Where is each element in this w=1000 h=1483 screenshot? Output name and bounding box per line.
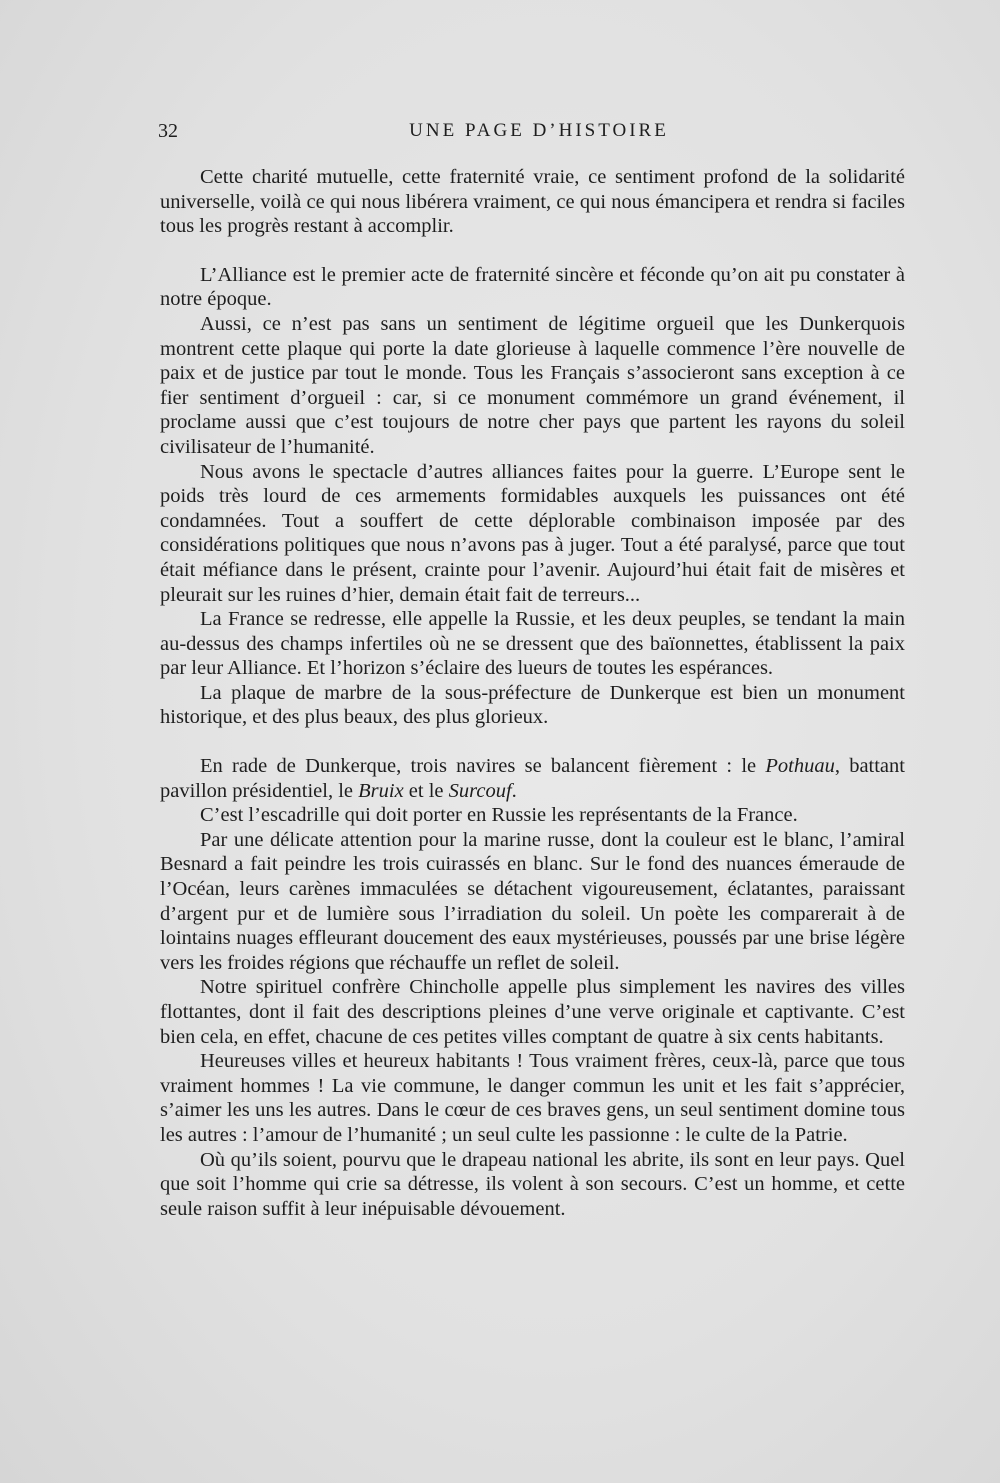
paragraph: La plaque de marbre de la sous-préfecture de Dunkerque est bien un monument historique, et des plus beaux, des plus glorieux. (160, 681, 905, 729)
body-text (160, 165, 905, 1221)
ships-text-mid2: et le (403, 779, 449, 802)
paragraph: L’Alliance est le premier acte de fraternité sincère et féconde qu’on ait pu constater à notre époque. (160, 263, 905, 311)
paragraph: Où qu’ils soient, pourvu que le drapeau national les abrite, ils sont en leur pays. Quel que soit l’homme qui crie sa détresse, ils volent à son secours. C’est un homme, et cette seule raison suffit à leur inépuisable dévouement. (160, 1148, 905, 1220)
ship-name-pothuau: Pothuau (765, 755, 835, 778)
ships-text-pre: En rade de Dunkerque, trois navires se balancent fièrement : le (200, 755, 766, 778)
paragraph: Par une délicate attention pour la marine russe, dont la couleur est le blanc, l’amiral Besnard a fait peindre les trois cuirassés en blanc. Sur le fond des nuances émeraude de l’Océan, leurs carènes immaculées se détachent vigoureusement, éclatantes, paraissant d’argent pur et de lumière sous l’irradiation du soleil. Un poète les comparerait à de lointains nuages effleurant doucement des eaux mystérieuses, poussés par une brise légère vers les froides régions que réchauffe un reflet de soleil. (160, 828, 905, 974)
running-title: UNE PAGE D’HISTOIRE (409, 120, 669, 141)
paragraph: C’est l’escadrille qui doit porter en Russie les représentants de la France. (200, 804, 798, 827)
paragraph: La France se redresse, elle appelle la Russie, et les deux peuples, se tendant la main au-dessus des champs infertiles où ne se dressent que des baïonnettes, établissent la paix par leur Alliance. Et l’horizon s’éclaire des lueurs de toutes les espérances. (160, 608, 905, 680)
paragraph: Heureuses villes et heureux habitants ! Tous vraiment frères, ceux-là, parce que tous vraiment hommes ! La vie commune, le danger commun les unit et les fait s’apprécier, s’aimer les uns les autres. Dans le cœur de ces braves gens, un seul sentiment domine tous les autres : l’amour de l’humanité ; un seul culte les passionne : le culte de la Patrie. (160, 1050, 905, 1146)
ships-text-mid1: , battant pavillon présidentiel, le (160, 755, 905, 802)
paragraph-ships (160, 754, 905, 803)
page-header (158, 120, 900, 150)
page-number: 32 (158, 120, 178, 142)
ships-text-post: . (511, 779, 517, 802)
paragraph: Nous avons le spectacle d’autres alliances faites pour la guerre. L’Europe sent le poids très lourd de ces armements formidables auxquels les puissances ont été condamnées. Tout a souffert de cette déplorable combinaison imposée par des considérations politiques que nous n’avons pas à juger. Tout a été paralysé, parce que tout était méfiance dans le présent, crainte pour l’avenir. Aujourd’hui était fait de misères et pleurait sur les ruines d’hier, demain était fait de terreurs... (160, 460, 905, 606)
ship-name-surcouf: Surcouf (448, 779, 512, 802)
paragraph: Aussi, ce n’est pas sans un sentiment de légitime orgueil que les Dunkerquois montrent cette plaque qui porte la date glorieuse à laquelle commence l’ère nouvelle de paix et de justice par tout le monde. Tous les Français s’associeront sans exception à ce fier sentiment d’orgueil : car, si ce monument commémore un grand événement, il proclame aussi que c’est toujours de notre cher pays que partent les rayons du soleil civilisateur de l’humanité. (160, 312, 905, 458)
paragraph: Notre spirituel confrère Chincholle appelle plus simplement les navires des villes flottantes, dont il fait des descriptions pleines d’une verve originale et captivante. C’est bien cela, en effet, chacune de ces petites villes comptant de quatre à six cents habitants. (160, 976, 905, 1048)
ship-name-bruix: Bruix (358, 779, 404, 802)
paragraph: Cette charité mutuelle, cette fraternité vraie, ce sentiment profond de la solidarité universelle, voilà ce qui nous libérera vraiment, ce qui nous émancipera et rendra si faciles tous les progrès restant à accomplir. (160, 166, 905, 238)
